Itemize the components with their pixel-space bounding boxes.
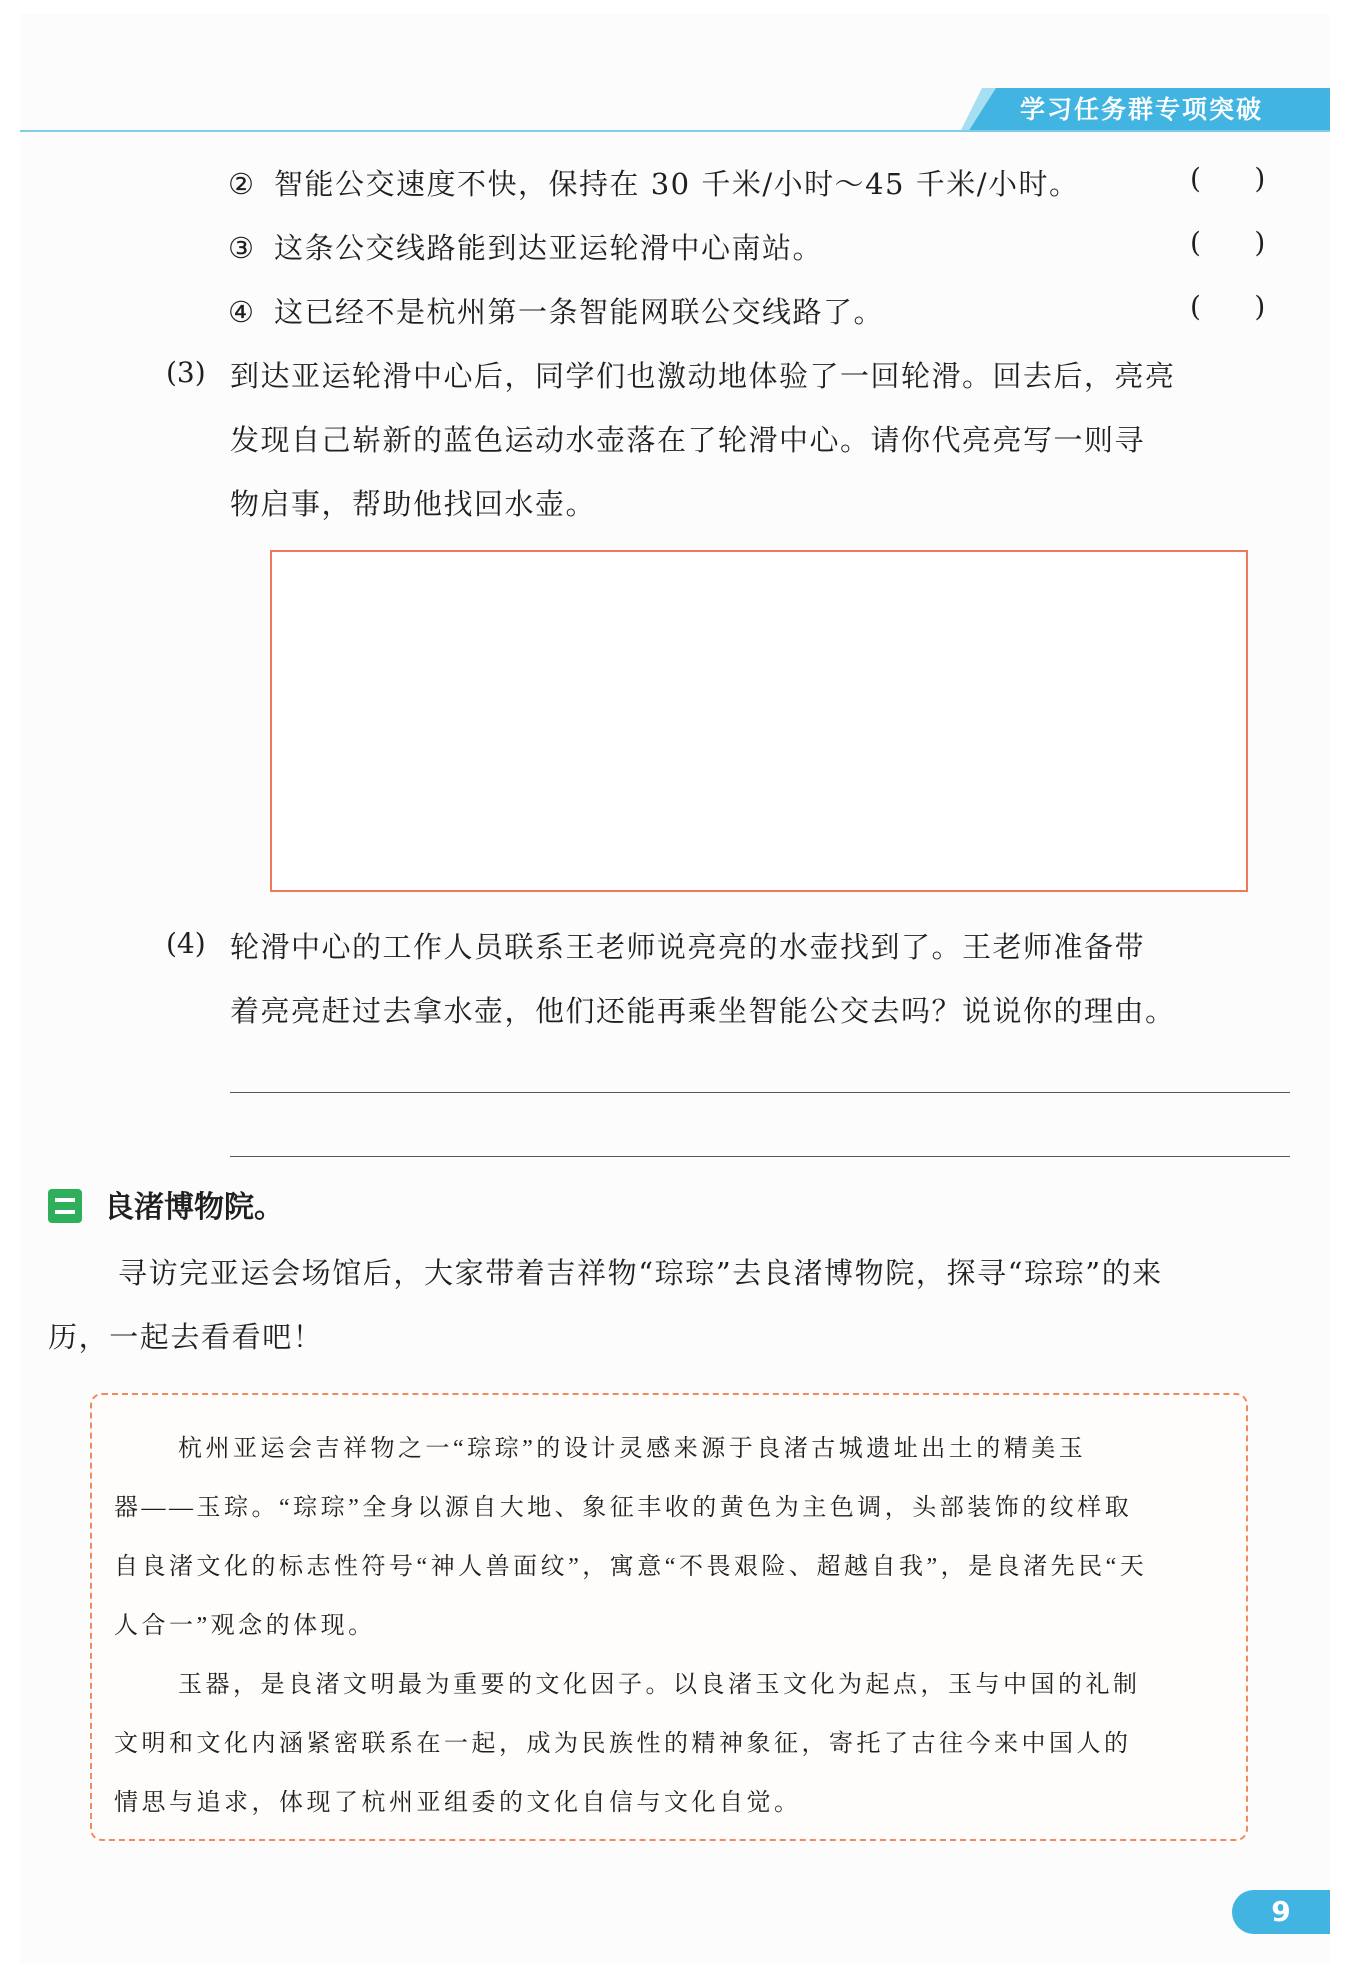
- header-divider: [20, 130, 1330, 132]
- q3-line: 到达亚运轮滑中心后，同学们也激动地体验了一回轮滑。回去后，亮亮: [230, 359, 1176, 393]
- section-two-icon: [48, 1189, 82, 1223]
- q3-line: 发现自己崭新的蓝色运动水壶落在了轮滑中心。请你代亮亮写一则寻: [230, 423, 1146, 457]
- info-box-line: 自良渚文化的标志性符号“神人兽面纹”，寓意“不畏艰险、超越自我”，是良渚先民“天: [114, 1554, 1148, 1580]
- q4-label: (4): [166, 927, 206, 960]
- q2-item-num: ③: [228, 231, 256, 265]
- q2-item-2: [228, 162, 1080, 203]
- q3-label: (3): [166, 356, 206, 389]
- intro-line: 寻访完亚运会场馆后，大家带着吉祥物“琮琮”去良渚博物院，探寻“琮琮”的来: [118, 1256, 1163, 1290]
- header-title: 学习任务群专项突破: [1020, 95, 1264, 124]
- info-box-line: 情思与追求，体现了杭州亚组委的文化自信与文化自觉。: [114, 1790, 802, 1816]
- q2-item-text: 这条公交线路能到达亚运轮滑中心南站。: [274, 231, 824, 265]
- q2-item-num: ②: [228, 167, 256, 201]
- answer-paren[interactable]: ( ): [1190, 226, 1266, 259]
- answer-paren[interactable]: ( ): [1190, 162, 1266, 195]
- q4-line: 轮滑中心的工作人员联系王老师说亮亮的水壶找到了。王老师准备带: [230, 930, 1146, 964]
- answer-line[interactable]: [230, 1156, 1290, 1157]
- info-box-line: 杭州亚运会吉祥物之一“琮琮”的设计灵感来源于良渚古城遗址出土的精美玉: [178, 1436, 1087, 1462]
- q2-item-3: [228, 226, 823, 267]
- info-box-line: 文明和文化内涵紧密联系在一起，成为民族性的精神象征，寄托了古往今来中国人的: [114, 1731, 1132, 1757]
- q4-line: 着亮亮赶过去拿水壶，他们还能再乘坐智能公交去吗？说说你的理由。: [230, 994, 1176, 1028]
- intro-line: 历，一起去看看吧！: [48, 1320, 324, 1354]
- info-box-line: 玉器，是良渚文明最为重要的文化因子。以良渚玉文化为起点，玉与中国的礼制: [178, 1672, 1141, 1698]
- q2-item-4: [228, 290, 884, 331]
- notice-writing-box[interactable]: [270, 550, 1248, 892]
- answer-line[interactable]: [230, 1092, 1290, 1093]
- q2-item-text: 智能公交速度不快，保持在 30 千米/小时～45 千米/小时。: [274, 167, 1080, 201]
- section-title: 良渚博物院。: [104, 1190, 284, 1225]
- info-box-line: 人合一”观念的体现。: [114, 1613, 376, 1639]
- q3-line: 物启事，帮助他找回水壶。: [230, 487, 597, 521]
- page-number: 9: [1232, 1890, 1330, 1934]
- info-box-line: 器——玉琮。“琮琮”全身以源自大地、象征丰收的黄色为主色调，头部装饰的纹样取: [114, 1495, 1133, 1521]
- q2-item-text: 这已经不是杭州第一条智能网联公交线路了。: [274, 295, 885, 329]
- answer-paren[interactable]: ( ): [1190, 290, 1266, 323]
- q2-item-num: ④: [228, 295, 256, 329]
